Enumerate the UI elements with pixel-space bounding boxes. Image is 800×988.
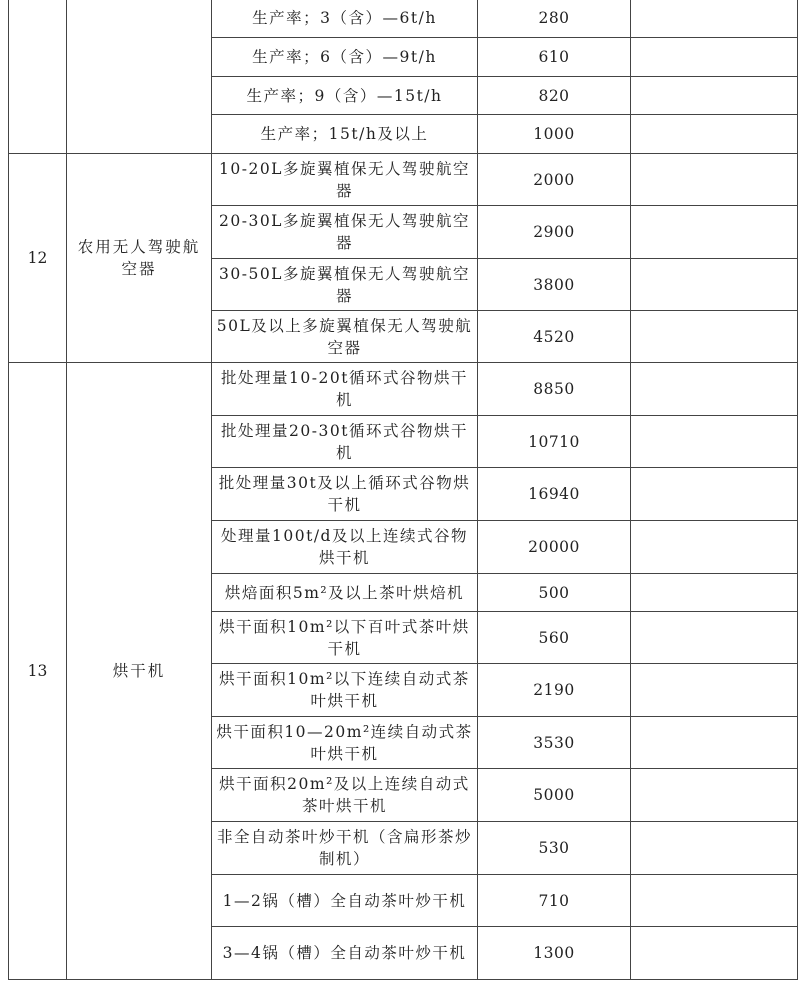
item-cell: 生产率；9（含）—15t/h [212, 77, 478, 115]
note-cell [631, 664, 798, 717]
category-cell [67, 0, 212, 154]
note-cell [631, 574, 798, 612]
price-cell: 3800 [478, 259, 631, 311]
price-cell: 530 [478, 822, 631, 875]
note-cell [631, 259, 798, 311]
item-cell: 批处理量20-30t循环式谷物烘干机 [212, 416, 478, 468]
note-cell [631, 77, 798, 115]
note-cell [631, 0, 798, 38]
note-cell [631, 612, 798, 664]
price-cell: 280 [478, 0, 631, 38]
note-cell [631, 927, 798, 980]
item-cell: 烘干面积10m²以下连续自动式茶叶烘干机 [212, 664, 478, 717]
note-cell [631, 875, 798, 927]
table-row [9, 0, 798, 38]
index-cell: 13 [9, 363, 67, 980]
note-cell [631, 416, 798, 468]
note-cell [631, 311, 798, 363]
item-cell: 10-20L多旋翼植保无人驾驶航空器 [212, 154, 478, 206]
price-cell: 1000 [478, 115, 631, 154]
note-cell [631, 38, 798, 77]
price-cell: 560 [478, 612, 631, 664]
price-cell: 1300 [478, 927, 631, 980]
subsidy-table [8, 0, 798, 980]
category-cell: 农用无人驾驶航空器 [67, 154, 212, 363]
note-cell [631, 206, 798, 259]
item-cell: 烘干面积20m²及以上连续自动式茶叶烘干机 [212, 769, 478, 822]
item-cell: 处理量100t/d及以上连续式谷物烘干机 [212, 521, 478, 574]
table-row [9, 154, 798, 206]
index-cell: 12 [9, 154, 67, 363]
item-cell: 50L及以上多旋翼植保无人驾驶航空器 [212, 311, 478, 363]
note-cell [631, 363, 798, 416]
price-cell: 820 [478, 77, 631, 115]
price-cell: 20000 [478, 521, 631, 574]
item-cell: 3—4锅（槽）全自动茶叶炒干机 [212, 927, 478, 980]
table-row [9, 363, 798, 416]
note-cell [631, 769, 798, 822]
price-cell: 2000 [478, 154, 631, 206]
item-cell: 烘焙面积5m²及以上茶叶烘焙机 [212, 574, 478, 612]
item-cell: 烘干面积10m²以下百叶式茶叶烘干机 [212, 612, 478, 664]
item-cell: 烘干面积10—20m²连续自动式茶叶烘干机 [212, 717, 478, 769]
price-cell: 5000 [478, 769, 631, 822]
note-cell [631, 717, 798, 769]
price-cell: 3530 [478, 717, 631, 769]
item-cell: 非全自动茶叶炒干机（含扁形茶炒制机） [212, 822, 478, 875]
item-cell: 生产率；15t/h及以上 [212, 115, 478, 154]
note-cell [631, 521, 798, 574]
price-cell: 710 [478, 875, 631, 927]
price-cell: 10710 [478, 416, 631, 468]
price-cell: 4520 [478, 311, 631, 363]
price-cell: 2190 [478, 664, 631, 717]
item-cell: 生产率；3（含）—6t/h [212, 0, 478, 38]
item-cell: 批处理量10-20t循环式谷物烘干机 [212, 363, 478, 416]
price-cell: 500 [478, 574, 631, 612]
item-cell: 批处理量30t及以上循环式谷物烘干机 [212, 468, 478, 521]
index-cell [9, 0, 67, 154]
category-cell: 烘干机 [67, 363, 212, 980]
price-cell: 8850 [478, 363, 631, 416]
note-cell [631, 154, 798, 206]
note-cell [631, 822, 798, 875]
note-cell [631, 115, 798, 154]
note-cell [631, 468, 798, 521]
item-cell: 生产率；6（含）—9t/h [212, 38, 478, 77]
price-cell: 16940 [478, 468, 631, 521]
item-cell: 1—2锅（槽）全自动茶叶炒干机 [212, 875, 478, 927]
item-cell: 20-30L多旋翼植保无人驾驶航空器 [212, 206, 478, 259]
price-cell: 2900 [478, 206, 631, 259]
item-cell: 30-50L多旋翼植保无人驾驶航空器 [212, 259, 478, 311]
price-cell: 610 [478, 38, 631, 77]
